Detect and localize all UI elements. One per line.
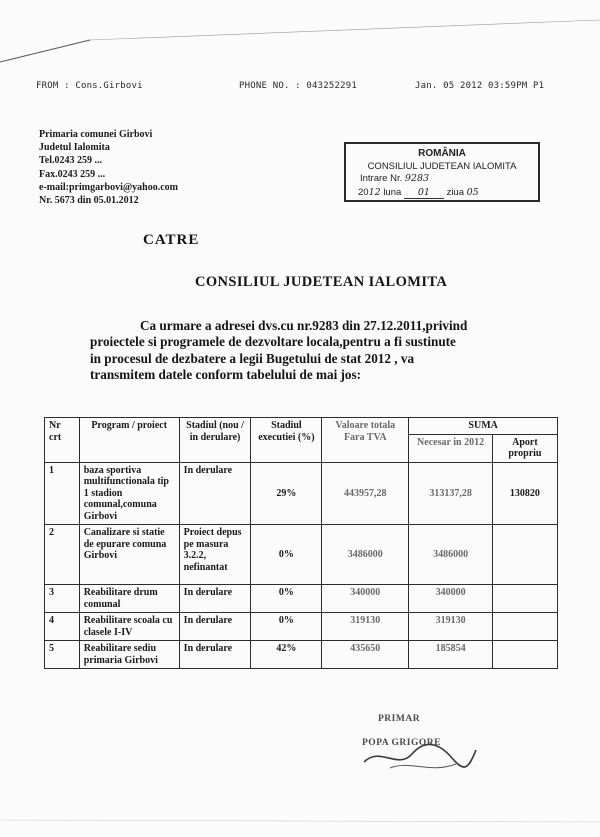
recipient: CONSILIUL JUDETEAN IALOMITA: [195, 274, 448, 290]
row-valoare: 3486000: [322, 525, 409, 585]
header-stadiul: Stadiul (nou / in derulare): [179, 418, 251, 463]
row-valoare: 340000: [322, 585, 409, 613]
row-program: Reabilitare scoala cu clasele I-IV: [79, 613, 179, 641]
row-stadiul: In derulare: [179, 641, 251, 669]
row-nr: 5: [45, 641, 80, 669]
stamp-country: ROMÂNIA: [418, 148, 466, 159]
row-executie: 0%: [251, 585, 322, 613]
sender-block: [39, 128, 239, 207]
row-necesar: 340000: [409, 585, 493, 613]
stamp-month-value: 01: [404, 187, 444, 199]
projects-table: [44, 417, 558, 669]
row-necesar: 319130: [409, 613, 493, 641]
handwritten-signature: [360, 740, 480, 780]
row-program: Reabilitare drum comunal: [79, 585, 179, 613]
stamp-day-label: ziua: [446, 187, 464, 198]
header-nr: Nr crt: [45, 418, 80, 463]
row-necesar: 185854: [409, 641, 493, 669]
row-valoare: 443957,28: [322, 462, 409, 525]
row-nr: 4: [45, 613, 80, 641]
header-executie: Stadiul executiei (%): [251, 418, 322, 463]
stamp-entry-number: 9283: [404, 173, 430, 184]
letter-body: [90, 318, 550, 383]
row-stadiul: In derulare: [179, 462, 251, 525]
sender-reference: Nr. 5673 din 05.01.2012: [39, 195, 139, 207]
table-row: [45, 525, 558, 585]
row-program: Canalizare si statie de epurare comuna Girbovi: [79, 525, 179, 585]
stamp-institution: CONSILIUL JUDETEAN IALOMITA: [367, 161, 517, 172]
row-executie: 42%: [251, 641, 322, 669]
fax-phone: PHONE NO. : 043252291: [239, 81, 357, 91]
header-suma: SUMA: [409, 418, 558, 435]
registration-stamp: [344, 142, 540, 202]
row-aport: [492, 585, 557, 613]
row-aport: [492, 613, 557, 641]
fax-datetime: Jan. 05 2012 03:59PM P1: [415, 81, 545, 91]
stamp-month-label: luna: [383, 187, 402, 198]
signature-name: POPA GRIGORE: [362, 738, 441, 748]
row-aport: 130820: [492, 462, 557, 525]
table-row: [45, 641, 558, 669]
body-line-4: transmitem datele conform tabelului de mai jos:: [90, 366, 362, 382]
table-row: [45, 613, 558, 641]
body-line-1: Ca urmare a adresei dvs.cu nr.9283 din 27.12.2011,privind: [140, 318, 468, 333]
row-necesar: 3486000: [409, 525, 493, 585]
row-nr: 3: [45, 585, 80, 613]
stamp-year-value: 12: [368, 187, 381, 198]
salutation: CATRE: [143, 232, 200, 248]
table-row: [45, 462, 558, 525]
header-valoare: Valoare totala Fara TVA: [322, 418, 409, 463]
header-program: Program / proiect: [79, 418, 179, 463]
row-aport: [492, 641, 557, 669]
sender-institution: Primaria comunei Girbovi: [39, 129, 153, 140]
row-stadiul: In derulare: [179, 613, 251, 641]
fax-from: FROM : Cons.Girbovi: [36, 81, 143, 91]
sender-county: Judetul Ialomita: [39, 142, 110, 154]
row-program: baza sportiva multifunctionala tip 1 stadion comunal,comuna Girbovi: [79, 462, 179, 525]
header-aport: Aport propriu: [492, 434, 557, 462]
body-line-3: in procesul de dezbatere a legii Bugetului de stat 2012 , va: [90, 350, 415, 366]
table-header-row: [45, 418, 558, 435]
row-nr: 1: [45, 462, 80, 525]
row-executie: 0%: [251, 613, 322, 641]
sender-phone: Tel.0243 259 ...: [39, 155, 102, 167]
stamp-day-value: 05: [466, 187, 479, 198]
stamp-year-label: 20: [358, 187, 369, 198]
row-necesar: 313137,28: [409, 462, 493, 525]
row-nr: 2: [45, 525, 80, 585]
table-row: [45, 585, 558, 613]
row-aport: [492, 525, 557, 585]
row-stadiul: Proiect depus pe masura 3.2.2, nefinantat: [179, 525, 251, 585]
header-necesar: Necesar in 2012: [409, 434, 493, 462]
fax-transmission-header: [36, 81, 560, 95]
row-executie: 0%: [251, 525, 322, 585]
sender-fax: Fax.0243 259 ...: [39, 168, 106, 180]
stamp-date: [358, 187, 530, 199]
sender-email: e-mail:primgarbovi@yahoo.com: [39, 181, 179, 193]
row-valoare: 435650: [322, 641, 409, 669]
row-stadiul: In derulare: [179, 585, 251, 613]
row-program: Reabilitare sediu primaria Girbovi: [79, 641, 179, 669]
row-executie: 29%: [251, 462, 322, 525]
stamp-entry-label: Intrare Nr.: [360, 173, 403, 184]
row-valoare: 319130: [322, 613, 409, 641]
body-line-2: proiectele si programele de dezvoltare locala,pentru a fi sustinute: [90, 334, 456, 350]
stamp-entry: [360, 173, 429, 184]
signature-title: PRIMAR: [378, 714, 421, 724]
